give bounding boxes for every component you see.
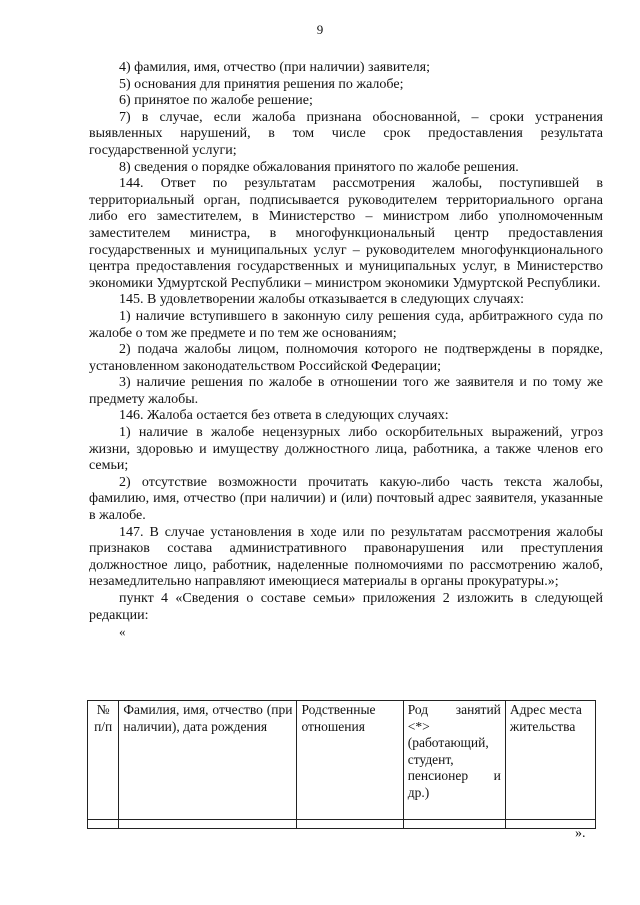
table-cell <box>119 820 297 829</box>
paragraph: пункт 4 «Сведения о составе семьи» приложения 2 изложить в следующей редакции: <box>89 591 603 623</box>
paragraph: 8) сведения о порядке обжалования принятого по жалобе решения. <box>119 159 519 175</box>
table-cell <box>297 820 403 829</box>
document-body <box>89 60 603 638</box>
opening-quote: « <box>119 624 126 640</box>
paragraph: 144. Ответ по результатам рассмотрения жалобы, поступившей в территориальный орган, подписывается руководителем территориального органа либо его заместителем, в Министерство – министром либо уполномоченным заместителем министра, в многофункциональный центр предоставления государственных и муниципальных услуг – руководителем многофункционального центра предоставления государственных и муниципальных услуг, в Министерство экономики Удмуртской Республики – министром экономики Удмуртской Республики. <box>89 176 603 291</box>
paragraph: 147. В случае установления в ходе или по результатам рассмотрения жалобы признаков состава административного правонарушения или преступления должностное лицо, работник, наделенные полномочиями по рассмотрению жалоб, незамедлительно направляют имеющиеся материалы в органы прокуратуры.»; <box>89 524 603 590</box>
header-address: Адрес места жительства <box>505 701 595 820</box>
table-cell <box>403 820 505 829</box>
paragraph: 5) основания для принятия решения по жалобе; <box>119 76 404 92</box>
header-full-name: Фамилия, имя, отчество (при наличии), дата рождения <box>119 701 297 820</box>
paragraph: 4) фамилия, имя, отчество (при наличии) заявителя; <box>119 60 430 75</box>
paragraph: 6) принятое по жалобе решение; <box>119 93 313 109</box>
paragraph: 2) отсутствие возможности прочитать какую-либо часть текста жалобы, фамилию, имя, отчество (при наличии) и (или) почтовый адрес заявителя, указанные в жалобе. <box>89 474 603 524</box>
header-relationship: Родственные отношения <box>297 701 403 820</box>
family-composition-table <box>87 700 596 829</box>
paragraph: 1) наличие вступившего в законную силу решения суда, арбитражного суда по жалобе о том же предмете и по тем же основаниям; <box>89 308 603 341</box>
paragraph: 146. Жалоба остается без ответа в следующих случаях: <box>119 408 449 424</box>
paragraph: 145. В удовлетворении жалобы отказывается в следующих случаях: <box>119 292 525 308</box>
header-number: № п/п <box>88 701 119 820</box>
paragraph: 2) подача жалобы лицом, полномочия которого не подтверждены в порядке, установленном законодательством Российской Федерации; <box>89 342 603 374</box>
page-number: 9 <box>316 22 324 37</box>
paragraph: 7) в случае, если жалоба признана обоснованной, – сроки устранения выявленных нарушений, в том числе срок предоставления результата государственной услуги; <box>89 109 603 158</box>
header-occupation: Род занятий <*> (работающий, студент, пенсионер и др.) <box>403 701 505 820</box>
table-cell <box>88 820 119 829</box>
closing-quote: ». <box>575 826 586 841</box>
paragraph: 3) наличие решения по жалобе в отношении того же заявителя и по тому же предмету жалобы. <box>89 375 603 407</box>
table-row <box>88 820 596 829</box>
table-header-row <box>88 701 596 820</box>
paragraph: 1) наличие в жалобе нецензурных либо оскорбительных выражений, угроз жизни, здоровью и имуществу должностного лица, работника, а также членов его семьи; <box>89 425 603 474</box>
